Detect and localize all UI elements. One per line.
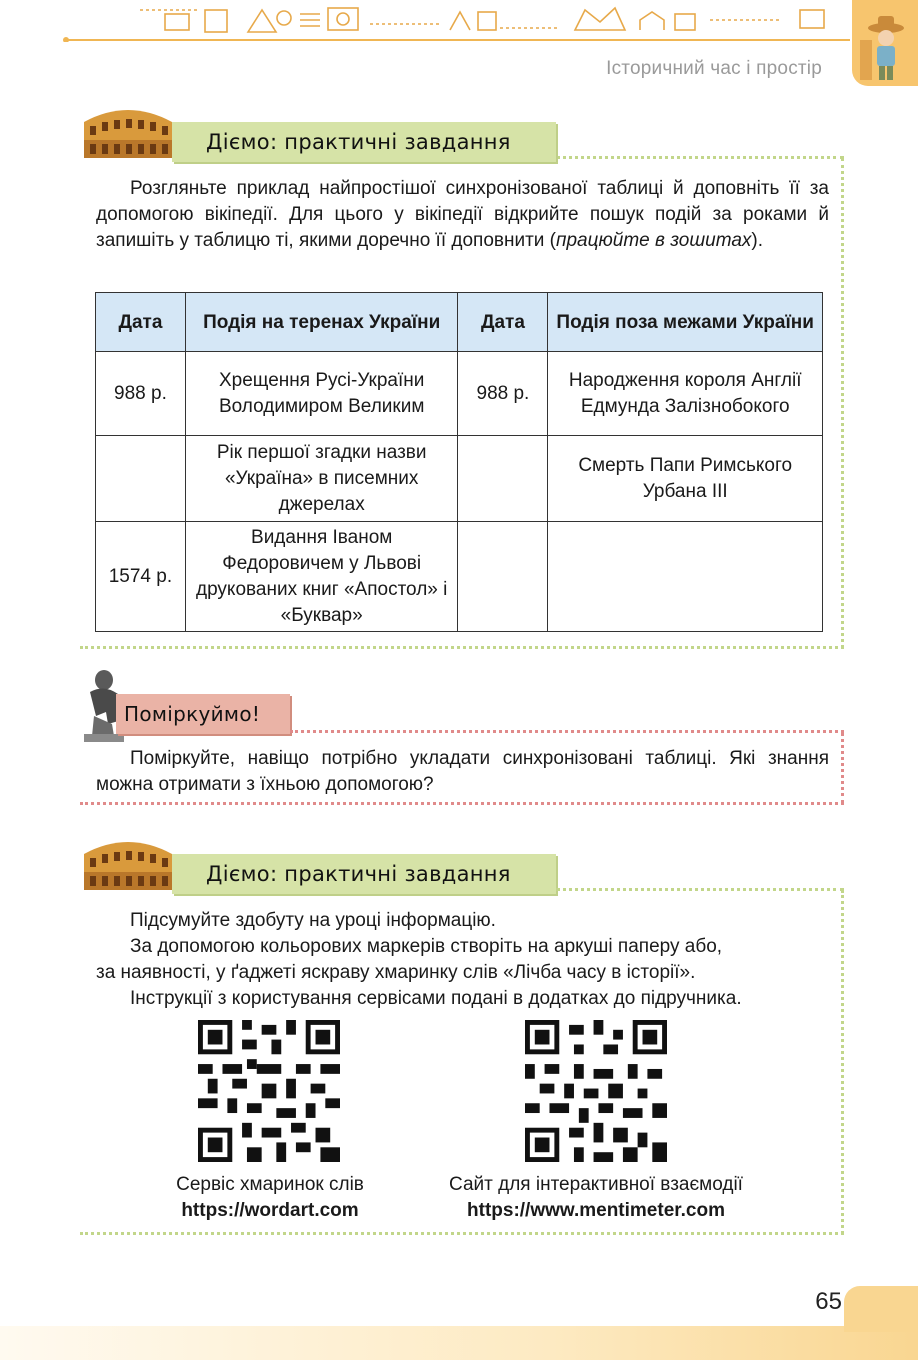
table-header-cell: Подія поза межами України bbox=[548, 293, 823, 352]
table-row bbox=[96, 522, 823, 632]
qr-caption-text: Сайт для інтерактивної взаємодії bbox=[449, 1174, 743, 1195]
table-header-cell: Дата bbox=[96, 293, 186, 352]
qr-code-mentimeter[interactable] bbox=[525, 1020, 667, 1162]
section-border-bottom bbox=[80, 1232, 844, 1235]
section-title: Дiємо: практичнi завдання bbox=[206, 130, 511, 154]
table-header-cell: Дата bbox=[458, 293, 548, 352]
qr-caption-wordart bbox=[130, 1172, 410, 1224]
table-cell: Хрещення Русі-України Володимиром Великим bbox=[185, 352, 458, 436]
task-paragraph: Розгляньте приклад найпростішої синхронізованої таблиці й доповніть її за допомогою вікіпедії. Для цього у вікіпедії відкрийте пошук подій за роками й запишіть у таблицю ті, якими доречно її доповнити (працюйте в зошитах). bbox=[96, 178, 829, 251]
table-header-row bbox=[96, 293, 823, 352]
table-cell bbox=[96, 436, 186, 522]
table-row bbox=[96, 352, 823, 436]
think-border-right bbox=[841, 732, 844, 804]
table-header-cell: Подія на теренах України bbox=[185, 293, 458, 352]
summary-line: Підсумуйте здобуту на уроці інформацію. bbox=[130, 910, 496, 931]
table-cell bbox=[458, 436, 548, 522]
wordcloud-line: За допомогою кольорових маркерів створіть на аркуші паперу або, bbox=[130, 936, 723, 957]
synchronized-table bbox=[95, 292, 823, 632]
section-border-bottom bbox=[80, 646, 844, 649]
table-cell: Смерть Папи Римського Урбана III bbox=[548, 436, 823, 522]
table-cell: 1574 р. bbox=[96, 522, 186, 632]
table-cell: 988 р. bbox=[458, 352, 548, 436]
running-title: Історичний час і простір bbox=[606, 58, 822, 79]
instructions-line: Інструкції з користування сервісами подані в додатках до підручника. bbox=[130, 988, 742, 1009]
table-cell bbox=[548, 522, 823, 632]
section-border-right bbox=[841, 158, 844, 648]
mentimeter-link[interactable]: https://www.mentimeter.com bbox=[467, 1200, 725, 1221]
colosseum-icon bbox=[78, 100, 178, 164]
table-row bbox=[96, 436, 823, 522]
colosseum-icon bbox=[78, 832, 178, 896]
table-cell bbox=[458, 522, 548, 632]
think-border-bottom bbox=[80, 802, 844, 805]
wordcloud-line-cont: за наявності, у ґаджеті яскраву хмаринку слів «Лічба часу в історії». bbox=[96, 962, 696, 983]
corner-badge bbox=[852, 0, 918, 86]
think-border-top bbox=[290, 730, 844, 733]
table-cell: Народження короля Англії Едмунда Залізнобокого bbox=[548, 352, 823, 436]
page-number: 65 bbox=[815, 1288, 842, 1315]
section-border-right bbox=[841, 890, 844, 1234]
section-border-top bbox=[556, 888, 844, 891]
footer-band bbox=[0, 1326, 918, 1360]
table-cell: Видання Іваном Федоровичем у Львові друкованих книг «Апостол» і «Буквар» bbox=[185, 522, 458, 632]
table-cell: 988 р. bbox=[96, 352, 186, 436]
explorer-icon bbox=[852, 0, 918, 86]
wordart-link[interactable]: https://wordart.com bbox=[181, 1200, 359, 1221]
page-tab bbox=[844, 1286, 918, 1332]
section-border-top bbox=[556, 156, 844, 159]
qr-caption-mentimeter bbox=[420, 1172, 772, 1224]
qr-caption-text: Сервіс хмаринок слів bbox=[176, 1174, 364, 1195]
qr-code-wordart[interactable] bbox=[198, 1020, 340, 1162]
think-paragraph: Поміркуйте, навіщо потрібно укладати синхронізовані таблиці. Які знання можна отримати з їхньою допомогою? bbox=[96, 748, 829, 795]
section-title: Дiємо: практичнi завдання bbox=[206, 862, 511, 886]
think-title: Поміркуймо! bbox=[124, 702, 261, 726]
table-cell: Рік першої згадки назви «Україна» в писемних джерелах bbox=[185, 436, 458, 522]
header-decoration bbox=[0, 0, 918, 42]
